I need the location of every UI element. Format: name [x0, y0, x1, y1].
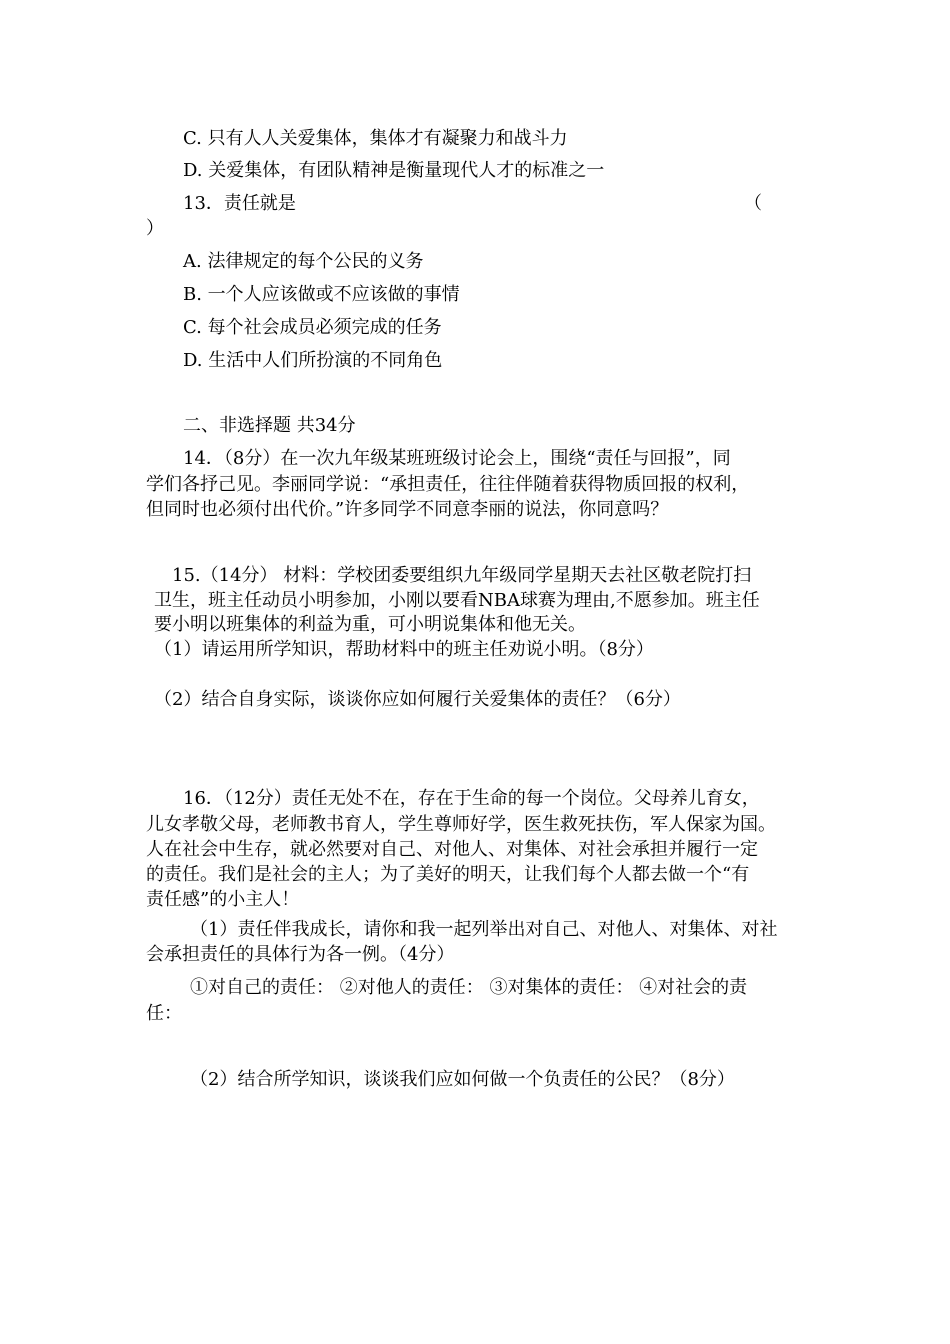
q13-option-a: A. 法律规定的每个公民的义务: [183, 251, 424, 272]
q16-responsibility-items-line-1: ①对自己的责任： ②对他人的责任： ③对集体的责任： ④对社会的责: [190, 977, 748, 998]
q16-responsibility-items-line-2: 任：: [146, 1003, 182, 1024]
q15-sub-question-2: （2）结合自身实际，谈谈你应如何履行关爱集体的责任？（6分）: [154, 689, 681, 710]
q15-line-2: 卫生，班主任动员小明参加，小刚以要看NBA球赛为理由,不愿参加。班主任: [154, 590, 760, 611]
q13-answer-paren-close: ）: [146, 218, 164, 239]
q16-line-3: 人在社会中生存，就必然要对自己、对他人、对集体、对社会承担并履行一定: [146, 839, 758, 860]
q13-option-b: B. 一个人应该做或不应该做的事情: [183, 284, 460, 305]
q12-option-c: C. 只有人人关爱集体，集体才有凝聚力和战斗力: [183, 128, 568, 149]
q15-line-1: 15.（14分） 材料：学校团委要组织九年级同学星期天去社区敬老院打扫: [172, 565, 752, 586]
q16-sub-question-1-line-1: （1）责任伴我成长，请你和我一起列举出对自己、对他人、对集体、对社: [190, 919, 778, 940]
q12-option-d: D. 关爱集体，有团队精神是衡量现代人才的标准之一: [183, 160, 605, 181]
q16-line-2: 儿女孝敬父母，老师教书育人，学生尊师好学，医生救死扶伤，军人保家为国。: [146, 814, 776, 835]
q14-line-3: 但同时也必须付出代价。”许多同学不同意李丽的说法，你同意吗？: [146, 499, 669, 520]
q16-line-1: 16．（12分）责任无处不在，存在于生命的每一个岗位。父母养儿育女，: [183, 788, 760, 809]
q15-line-3: 要小明以班集体的利益为重，可小明说集体和他无关。: [154, 614, 586, 635]
q13-option-d: D. 生活中人们所扮演的不同角色: [183, 350, 443, 371]
q16-line-4: 的责任。我们是社会的主人；为了美好的明天，让我们每个人都去做一个“有: [146, 864, 750, 885]
q16-line-5: 责任感”的小主人！: [146, 889, 300, 910]
q13-stem: 13．责任就是: [183, 193, 296, 214]
section-heading: 二、非选择题 共34分: [183, 415, 356, 436]
q13-option-c: C. 每个社会成员必须完成的任务: [183, 317, 442, 338]
q16-sub-question-2: （2）结合所学知识，谈谈我们应如何做一个负责任的公民？（8分）: [190, 1069, 735, 1090]
q14-line-1: 14．（8分）在一次九年级某班班级讨论会上，围绕“责任与回报”，同: [183, 448, 731, 469]
q15-sub-question-1: （1）请运用所学知识，帮助材料中的班主任劝说小明。（8分）: [154, 639, 654, 660]
q13-answer-paren-open: （: [744, 193, 762, 214]
q16-sub-question-1-line-2: 会承担责任的具体行为各一例。（4分）: [146, 944, 455, 965]
q14-line-2: 学们各抒己见。李丽同学说：“承担责任，往往伴随着获得物质回报的权利，: [146, 474, 750, 495]
